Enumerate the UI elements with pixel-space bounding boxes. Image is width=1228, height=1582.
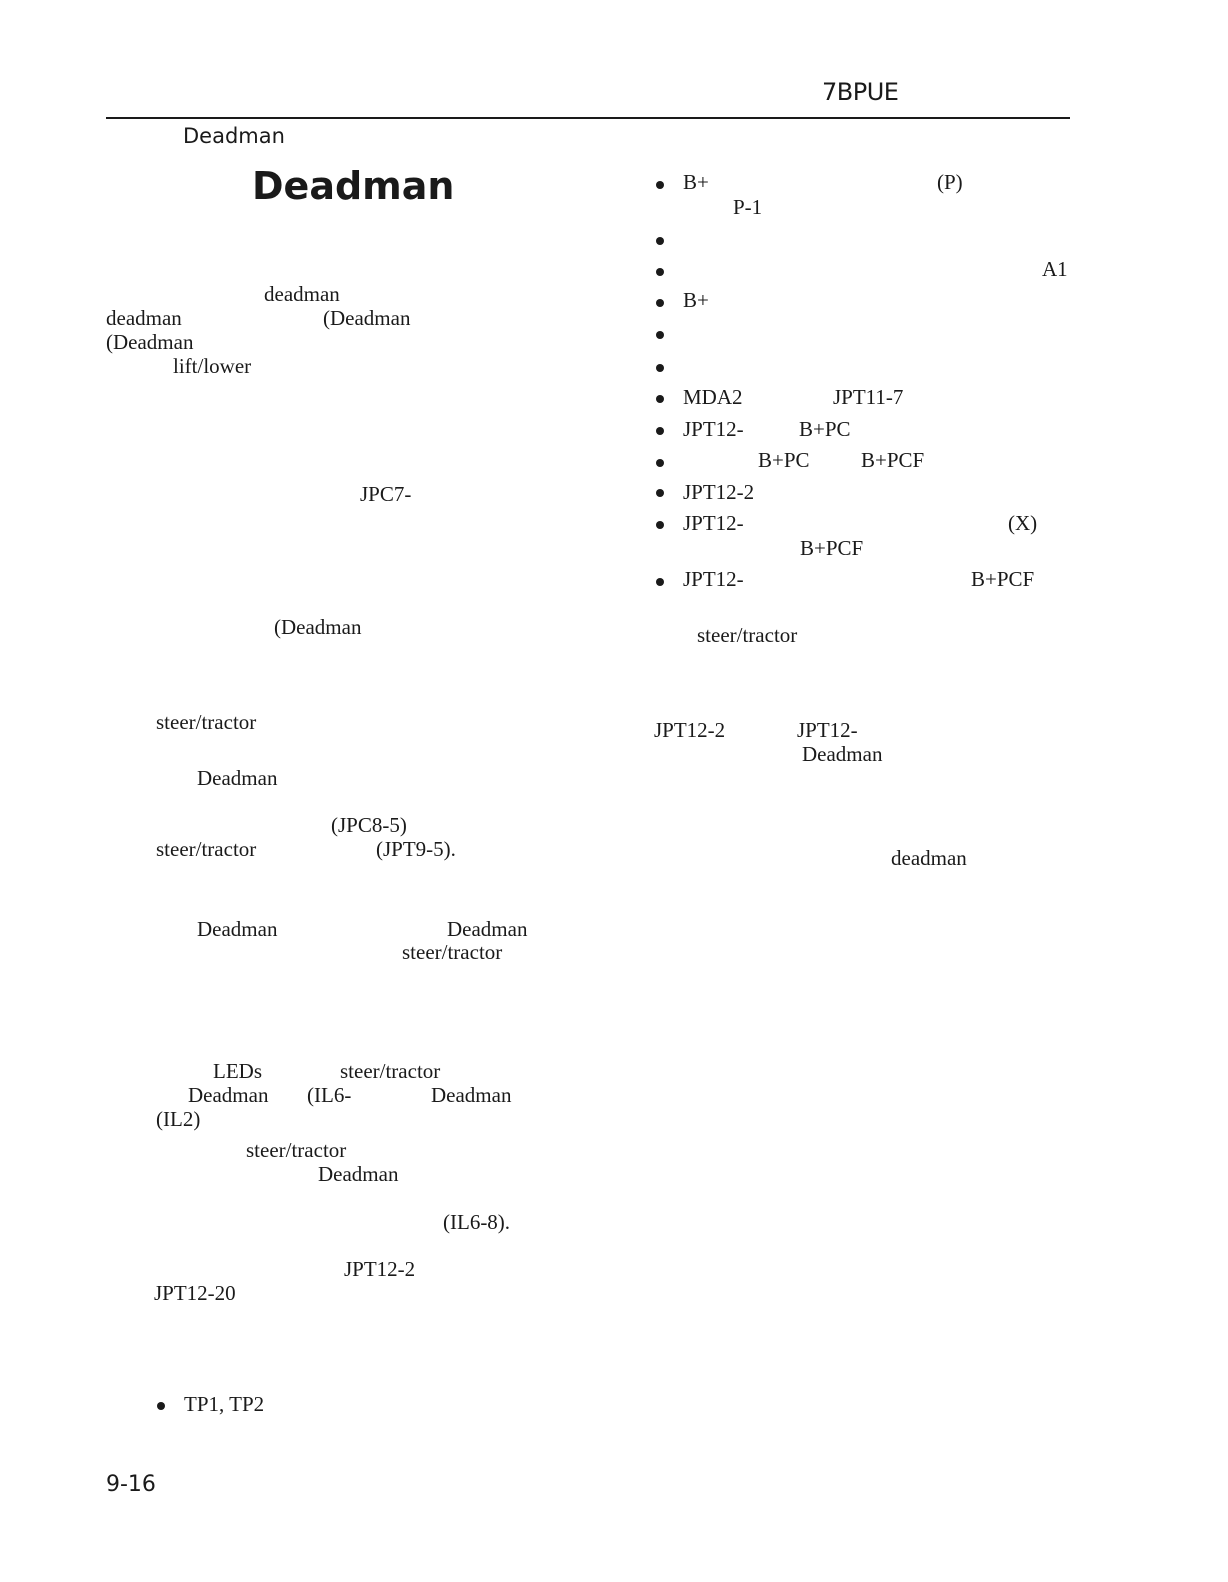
- bullet-text: MDA2: [683, 385, 743, 409]
- right-text: deadman: [891, 846, 967, 870]
- left-text: deadman: [264, 282, 340, 306]
- left-text: Deadman: [431, 1083, 512, 1107]
- bullet-dot: [656, 364, 664, 372]
- left-text: (Deadman: [274, 615, 362, 639]
- left-text: steer/tractor: [156, 837, 257, 861]
- bullet-text: JPT12-: [683, 417, 744, 441]
- left-text: LEDs: [213, 1059, 262, 1083]
- page-number: 9-16: [106, 1472, 156, 1497]
- bullet-text: B+PCF: [971, 567, 1035, 591]
- bullet-text: JPT12-: [683, 511, 744, 535]
- bullet-dot: [656, 299, 664, 307]
- bullet-dot: [656, 331, 664, 339]
- bullet-text: JPT12-: [683, 567, 744, 591]
- bullet-text: A1: [1042, 257, 1068, 281]
- left-text: (IL6-: [307, 1083, 352, 1107]
- bullet-dot: [656, 427, 664, 435]
- section-label: Deadman: [183, 124, 285, 148]
- bullet-text: B+PCF: [861, 448, 925, 472]
- left-text: Deadman: [197, 917, 278, 941]
- right-text: JPT12-2: [654, 718, 726, 742]
- bullet-text: (P): [937, 170, 963, 194]
- bullet-text: P-1: [733, 195, 763, 219]
- right-text: steer/tractor: [697, 623, 798, 647]
- right-text: Deadman: [802, 742, 883, 766]
- section-title: Deadman: [252, 164, 455, 208]
- left-text: steer/tractor: [340, 1059, 441, 1083]
- bullet-dot: [656, 578, 664, 586]
- left-text: JPT12-20: [154, 1281, 236, 1305]
- left-text: steer/tractor: [402, 940, 503, 964]
- left-text: (JPT9-5).: [376, 837, 456, 861]
- bullet-text: B+PC: [799, 417, 851, 441]
- bullet-text: JPT12-2: [683, 480, 755, 504]
- bullet-text: TP1, TP2: [184, 1392, 265, 1416]
- left-text: lift/lower: [173, 354, 252, 378]
- document-code: 7BPUE: [822, 78, 899, 106]
- bullet-dot: [656, 181, 664, 189]
- bullet-dot: [656, 237, 664, 245]
- left-text: JPC7-: [360, 482, 412, 506]
- bullet-text: B+: [683, 288, 709, 312]
- left-text: (Deadman: [323, 306, 411, 330]
- left-text: steer/tractor: [156, 710, 257, 734]
- bullet-dot: [656, 489, 664, 497]
- bullet-dot: [157, 1402, 165, 1410]
- left-text: Deadman: [318, 1162, 399, 1186]
- bullet-text: B+: [683, 170, 709, 194]
- bullet-text: B+PCF: [800, 536, 864, 560]
- left-text: steer/tractor: [246, 1138, 347, 1162]
- left-text: Deadman: [447, 917, 528, 941]
- left-text: deadman: [106, 306, 182, 330]
- left-text: (IL6-8).: [443, 1210, 511, 1234]
- left-text: (Deadman: [106, 330, 194, 354]
- bullet-dot: [656, 395, 664, 403]
- bullet-dot: [656, 268, 664, 276]
- bullet-text: JPT11-7: [833, 385, 904, 409]
- right-text: JPT12-: [797, 718, 858, 742]
- bullet-dot: [656, 459, 664, 467]
- left-text: (IL2): [156, 1107, 201, 1131]
- bullet-dot: [656, 521, 664, 529]
- bullet-text: B+PC: [758, 448, 810, 472]
- left-text: JPT12-2: [344, 1257, 416, 1281]
- left-text: Deadman: [197, 766, 278, 790]
- left-text: (JPC8-5): [331, 813, 407, 837]
- bullet-text: (X): [1008, 511, 1038, 535]
- header-rule: [106, 117, 1070, 119]
- left-text: Deadman: [188, 1083, 269, 1107]
